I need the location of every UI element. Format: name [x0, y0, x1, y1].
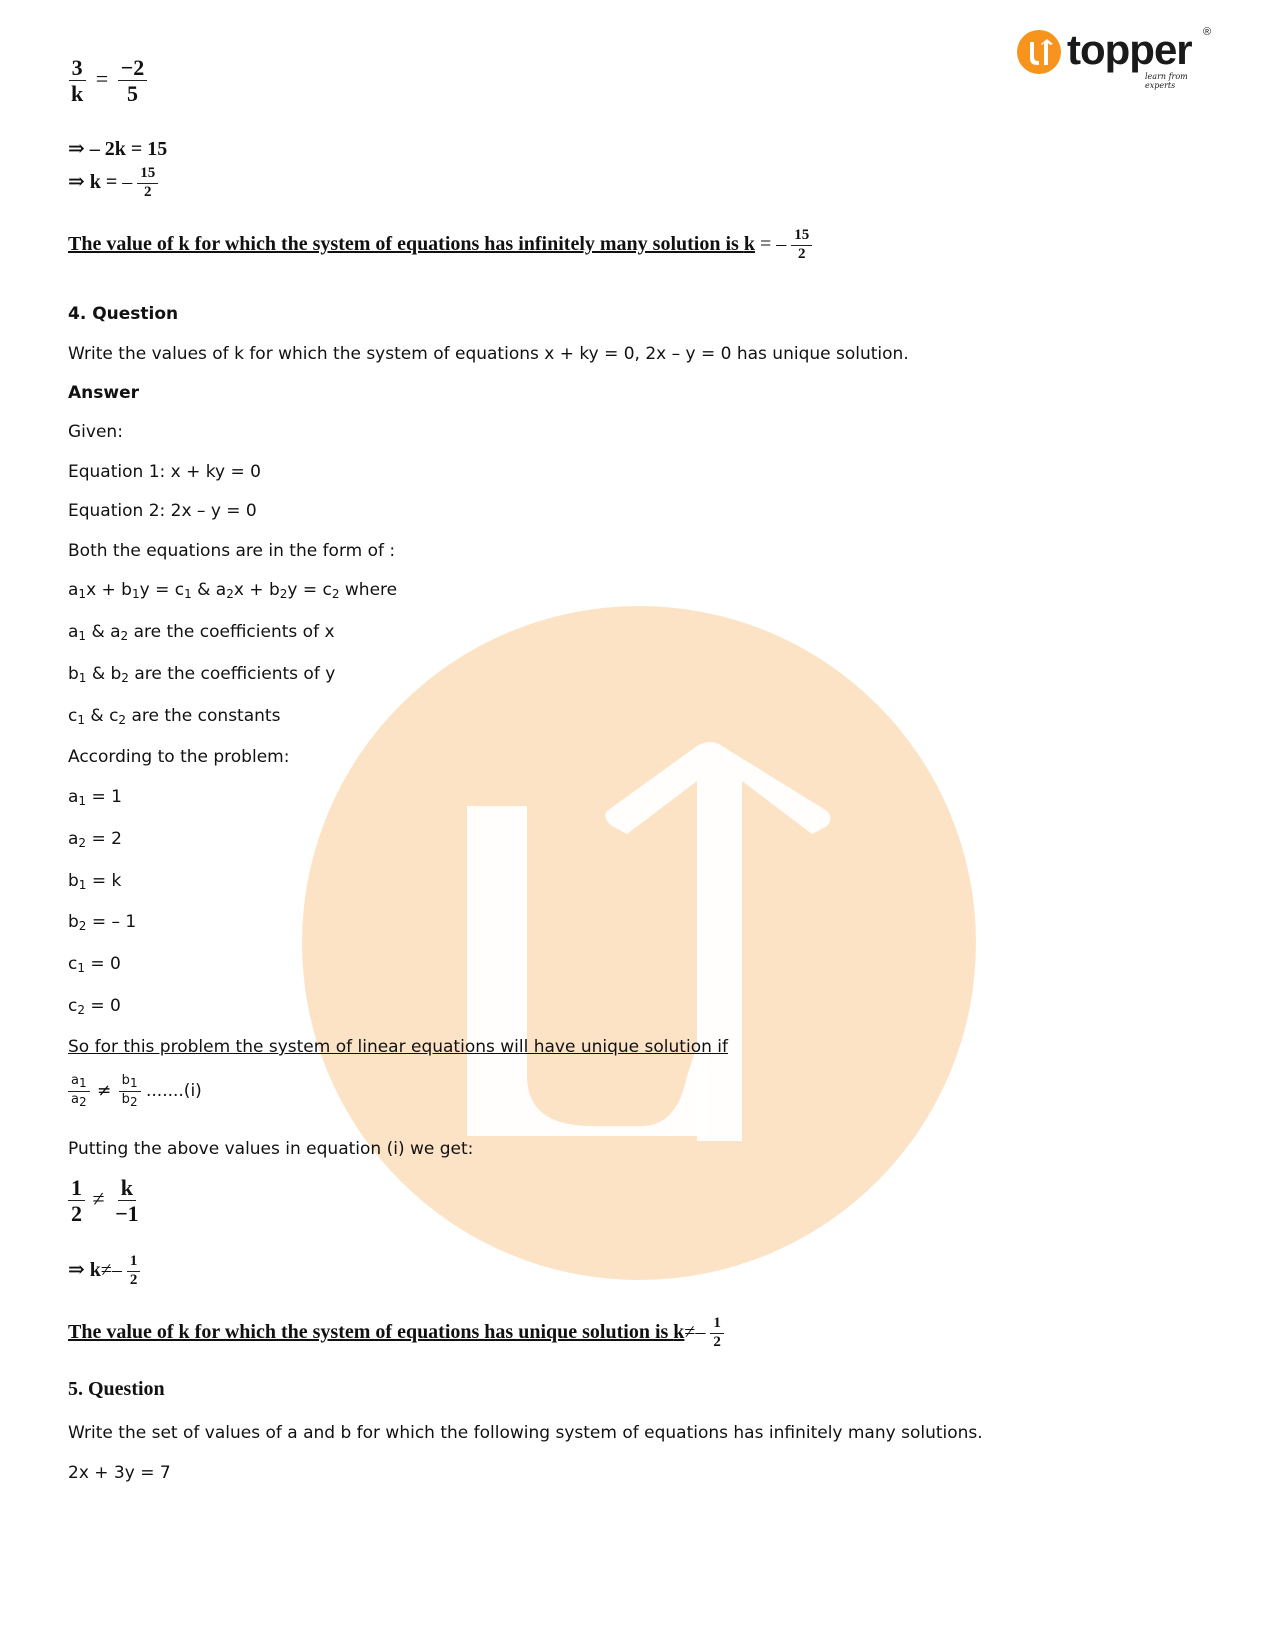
frac-den: 2	[713, 1333, 721, 1350]
minus-sign: –	[695, 1320, 706, 1343]
substituted-equation	[68, 1176, 142, 1225]
condition-text: So for this problem the system of linear equations will have unique solution if	[68, 1037, 728, 1057]
frac-den: k	[71, 81, 84, 107]
equals-sign: =	[95, 65, 109, 91]
brand-tagline: learn from experts	[1145, 72, 1188, 90]
value-b1-text: = k	[91, 871, 122, 891]
coef-b-text: are the coefficients of y	[134, 664, 336, 684]
value-a2-text: = 2	[91, 829, 122, 849]
prev-conclusion	[68, 228, 812, 263]
topper-logo-icon	[1017, 30, 1061, 74]
coef-b-line: $b_1$ & $b_2$ are the coefficients of y	[68, 664, 336, 685]
registered-mark: ®	[1203, 26, 1212, 38]
watermark-logo	[302, 606, 976, 1280]
prev-equation	[68, 56, 147, 105]
not-equal-sign: ≠	[684, 1320, 696, 1343]
conclusion-text: The value of k for which the system of equations has infinitely many solution is	[68, 232, 744, 255]
general-form: $a_1x + b_1y = c_1$ & $a_2x + b_2y = c_2$ where	[68, 580, 398, 601]
putting-text: Putting the above values in equation (i) we get:	[68, 1139, 474, 1159]
q4-heading: 4. Question	[68, 304, 179, 324]
given-label: Given:	[68, 422, 123, 442]
coef-c-line: $c_1$ & $c_2$ are the constants	[68, 706, 281, 727]
frac-num: k	[118, 1176, 136, 1201]
frac-den: −1	[115, 1201, 139, 1227]
frac-den: 2	[71, 1201, 82, 1227]
value-c2: $c_2 = 0$	[68, 996, 121, 1017]
result-line	[68, 1254, 140, 1289]
q5-equation-1: 2x + 3y = 7	[68, 1463, 171, 1483]
frac-num: 1	[710, 1316, 724, 1334]
brand-logo	[1017, 26, 1217, 90]
value-c1: $c_1 = 0$	[68, 954, 121, 975]
q4-text: Write the values of k for which the system of equations x + ky = 0, 2x – y = 0 has unique solution.	[68, 344, 909, 364]
condition-equation: $\frac{a_1}{a_2}$ ≠ $\frac{b_1}{b_2}$ .......(i)	[68, 1074, 202, 1108]
frac-num: 1	[127, 1254, 141, 1272]
q5-text: Write the set of values of a and b for which the following system of equations has infinitely many solutions.	[68, 1423, 983, 1443]
frac-den: 5	[126, 81, 138, 107]
answer-label: Answer	[68, 383, 139, 403]
frac-num: −2	[118, 56, 148, 81]
prev-step-2	[68, 166, 158, 201]
q5-heading: 5. Question	[68, 1378, 165, 1400]
frac-den: 2	[144, 183, 152, 200]
equation-1: Equation 1: x + ky = 0	[68, 462, 261, 482]
coef-a-text: are the coefficients of x	[133, 622, 335, 642]
minus-sign: –	[776, 232, 787, 255]
value-a1-text: = 1	[91, 787, 122, 807]
not-equal-sign: ≠	[92, 1185, 105, 1211]
value-a1: $a_1 = 1$	[68, 787, 122, 808]
minus-sign: –	[122, 170, 133, 193]
frac-den: 2	[797, 245, 806, 262]
conclusion-var: k	[673, 1320, 685, 1343]
equation-tag: .......(i)	[145, 1081, 202, 1102]
coef-a-line: $a_1$ & $a_2$ are the coefficients of x	[68, 622, 335, 643]
frac-den: 2	[129, 1271, 138, 1288]
step-prefix: ⇒ k =	[68, 170, 123, 193]
equation-2: Equation 2: 2x – y = 0	[68, 501, 257, 521]
value-c2-text: = 0	[90, 996, 121, 1016]
prev-step-1: ⇒ – 2k = 15	[68, 138, 168, 160]
frac-num: 3	[69, 56, 86, 81]
frac-num: 15	[137, 166, 158, 184]
form-intro: Both the equations are in the form of :	[68, 541, 396, 561]
according-label: According to the problem:	[68, 747, 290, 767]
brand-name: topper	[1067, 26, 1192, 73]
equals-sign: =	[754, 232, 777, 255]
value-c1-text: = 0	[90, 954, 121, 974]
coef-c-text: are the constants	[131, 706, 281, 726]
q4-conclusion	[68, 1316, 724, 1351]
value-a2: $a_2 = 2$	[68, 829, 122, 850]
frac-num: 1	[68, 1176, 85, 1201]
value-b2: $b_2$ = – 1	[68, 912, 137, 933]
minus-sign: –	[111, 1258, 122, 1281]
value-b1: $b_1 = k$	[68, 871, 122, 892]
value-b2-text: = – 1	[91, 912, 137, 932]
result-prefix: ⇒ k	[68, 1258, 101, 1281]
conclusion-var: k	[743, 232, 755, 255]
conclusion-text: The value of k for which the system of equations has unique solution is	[68, 1320, 674, 1343]
not-equal-sign: ≠	[97, 1081, 112, 1102]
not-equal-sign: ≠	[100, 1258, 112, 1281]
frac-num: 15	[791, 228, 812, 246]
